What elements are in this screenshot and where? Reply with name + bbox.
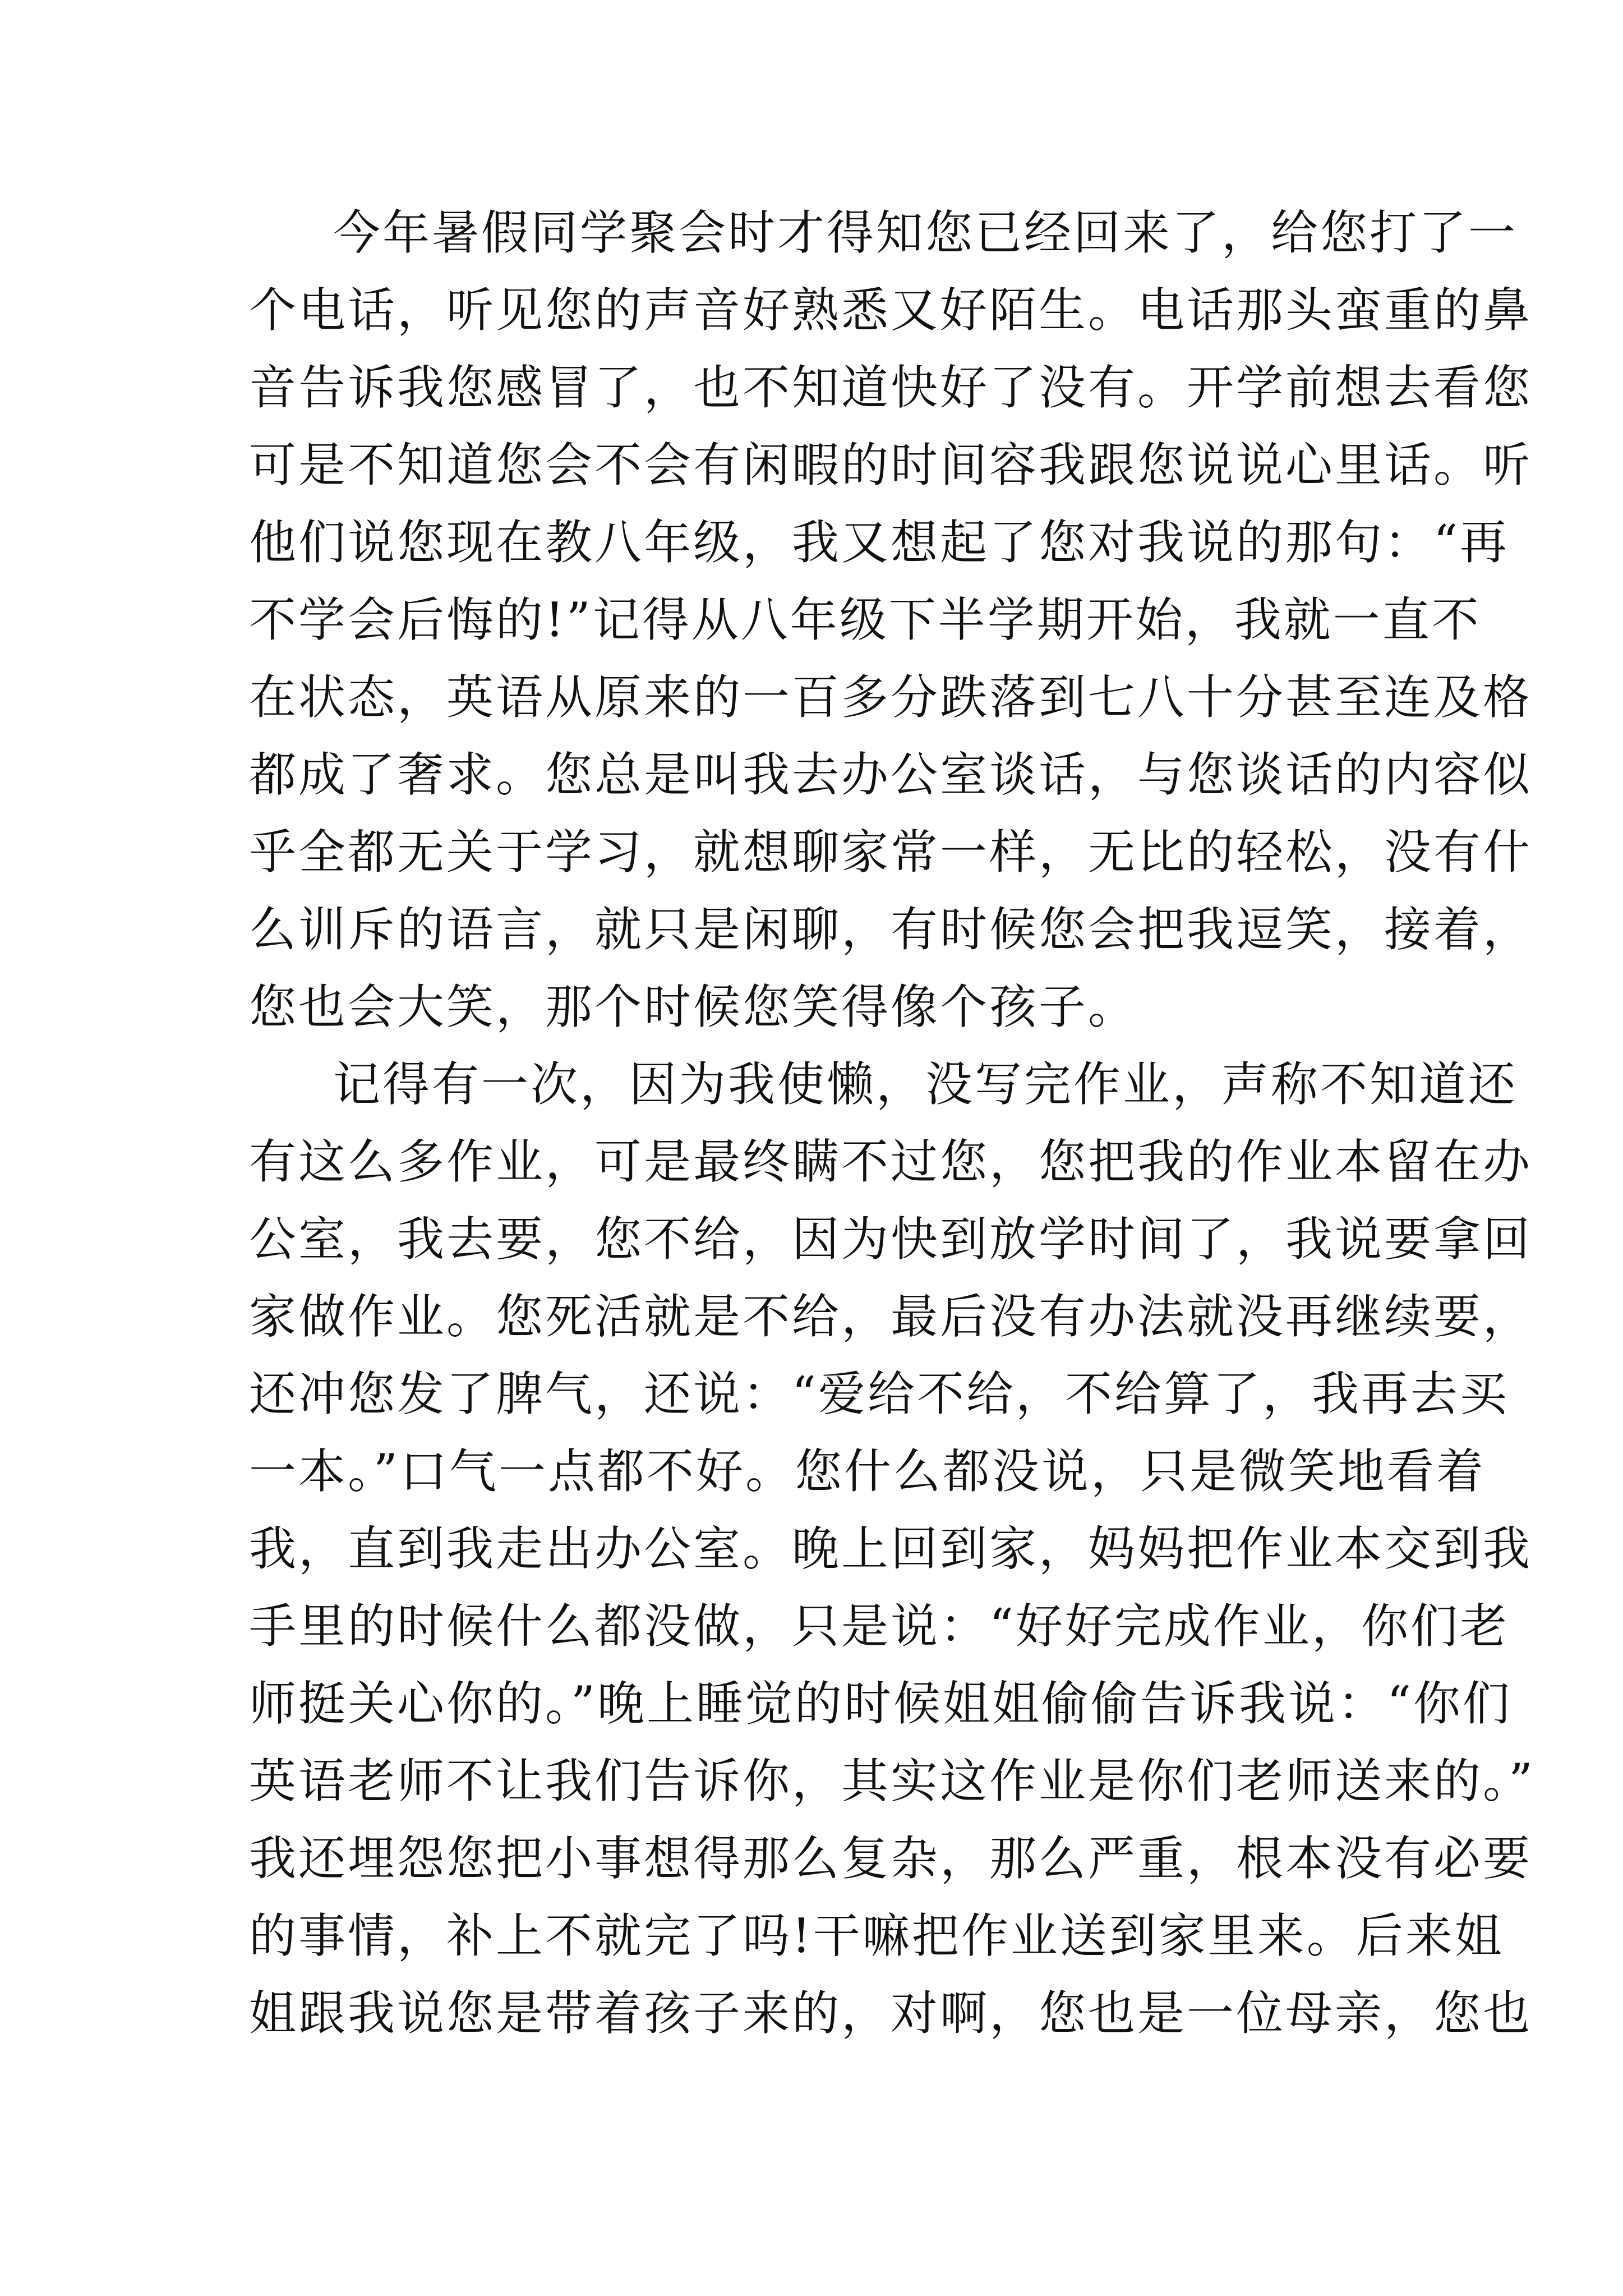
text-line: 音告诉我您感冒了，也不知道快好了没有。开学前想去看您 bbox=[249, 360, 1533, 415]
text-line: 英语老师不让我们告诉你，其实这作业是你们老师送来的。” bbox=[249, 1754, 1535, 1809]
text-line: 我，直到我走出办公室。晚上回到家，妈妈把作业本交到我 bbox=[249, 1521, 1533, 1576]
text-line: 的事情，补上不就完了吗!干嘛把作业送到家里来。后来姐 bbox=[249, 1908, 1504, 1963]
text-line: 他们说您现在教八年级，我又想起了您对我说的那句：“再 bbox=[249, 515, 1509, 570]
text-line: 乎全都无关于学习，就想聊家常一样，无比的轻松，没有什 bbox=[249, 825, 1533, 880]
text-line: 都成了奢求。您总是叫我去办公室谈话，与您谈话的内容似 bbox=[249, 747, 1533, 802]
text-line: 可是不知道您会不会有闲暇的时间容我跟您说说心里话。听 bbox=[249, 438, 1533, 493]
text-line: 不学会后悔的!”记得从八年级下半学期开始，我就一直不 bbox=[249, 592, 1481, 647]
text-line: 家做作业。您死活就是不给，最后没有办法就没再继续要， bbox=[249, 1289, 1533, 1344]
text-line: 手里的时候什么都没做，只是说：“好好完成作业，你们老 bbox=[249, 1599, 1509, 1654]
text-line: 么训斥的语言，就只是闲聊，有时候您会把我逗笑，接着， bbox=[249, 902, 1533, 957]
text-line: 师挺关心你的。”晚上睡觉的时候姐姐偷偷告诉我说：“你们 bbox=[249, 1676, 1512, 1731]
text-line: 您也会大笑，那个时候您笑得像个孩子。 bbox=[249, 979, 1138, 1034]
text-line: 公室，我去要，您不给，因为快到放学时间了，我说要拿回 bbox=[249, 1212, 1533, 1267]
text-line: 个电话，听见您的声音好熟悉又好陌生。电话那头蛮重的鼻 bbox=[249, 283, 1533, 338]
text-line: 姐跟我说您是带着孩子来的，对啊，您也是一位母亲，您也 bbox=[249, 1986, 1533, 2041]
text-line: 我还埋怨您把小事想得那么复杂，那么严重，根本没有必要 bbox=[249, 1831, 1533, 1886]
text-line: 一本。”口气一点都不好。您什么都没说，只是微笑地看着 bbox=[249, 1444, 1486, 1499]
text-line: 今年暑假同学聚会时才得知您已经回来了，给您打了一 bbox=[333, 205, 1518, 260]
text-line: 记得有一次，因为我使懒，没写完作业，声称不知道还 bbox=[333, 1057, 1518, 1112]
text-line: 在状态，英语从原来的一百多分跌落到七八十分甚至连及格 bbox=[249, 670, 1533, 725]
text-line: 还冲您发了脾气，还说：“爱给不给，不给算了，我再去买 bbox=[249, 1366, 1509, 1421]
text-line: 有这么多作业，可是最终瞒不过您，您把我的作业本留在办 bbox=[249, 1134, 1533, 1189]
